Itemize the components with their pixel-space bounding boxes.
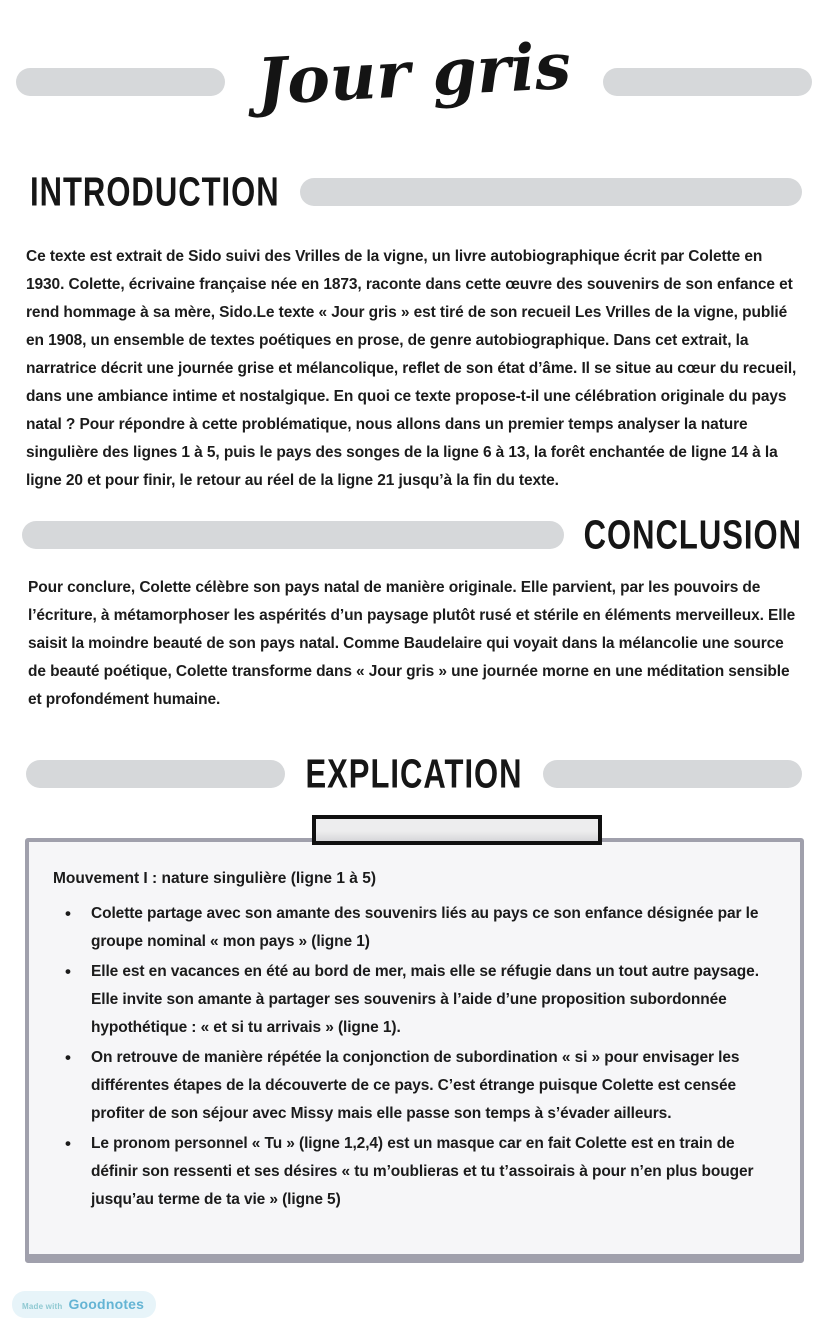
explication-box [25, 838, 804, 1263]
conclusion-paragraph: Pour conclure, Colette célèbre son pays natal de manière originale. Elle parvient, par les pouvoirs de l’écriture, à métamorphoser les aspérités d’un paysage plutôt rusé et stérile en éléments merveilleux. Elle saisit la moindre beauté de son pays natal. Comme Baudelaire qui voyait dans la mélancolie une source de beauté poétique, Colette transforme dans « Jour gris » une journée morne en une méditation sensible et profondément humaine. [28, 579, 796, 708]
bullet-item: • On retrouve de manière répétée la conjonction de subordination « si » pour envisager les différentes étapes de la découverte de ce pays. C’est étrange puisque Colette est censée profiter de son séjour avec Missy mais elle passe son temps à s’évader ailleurs. [63, 1044, 774, 1128]
goodnotes-badge[interactable] [12, 1291, 156, 1318]
introduction-heading: INTRODUCTION [30, 168, 280, 215]
bullet-item: • Colette partage avec son amante des souvenirs liés au pays ce son enfance désignée par le groupe nominal « mon pays » (ligne 1) [63, 900, 774, 956]
introduction-decorative-bar [300, 178, 802, 206]
title-decorative-bar-left [16, 68, 225, 96]
explication-decorative-bar-left [26, 760, 285, 788]
title-decorative-bar-right [603, 68, 812, 96]
title-row [0, 28, 828, 130]
movement-title: Mouvement I : nature singulière (ligne 1 à 5) [53, 870, 376, 887]
goodnotes-brand-label: Goodnotes [68, 1296, 145, 1312]
page-title: Jour gris [254, 28, 573, 121]
conclusion-heading: CONCLUSION [583, 511, 802, 558]
introduction-paragraph: Ce texte est extrait de Sido suivi des Vrilles de la vigne, un livre autobiographique écrit par Colette en 1930. Colette, écrivaine française née en 1873, raconte dans cette œuvre des souvenirs de son enfance et rend hommage à sa mère, Sido.Le texte « Jour gris » est tiré de son recueil Les Vrilles de la vigne, publié en 1908, un ensemble de textes poétiques en prose, de genre autobiographique. Dans cet extrait, la narratrice décrit une journée grise et mélancolique, reflet de son état d’âme. Il se situe au cœur du recueil, dans une ambiance intime et nostalgique. En quoi ce texte propose-t-il une célébration originale du pays natal ? Pour répondre à cette problématique, nous allons dans un premier temps analyser la nature singulière des lignes 1 à 5, puis le pays des songes de la ligne 6 à 13, la forêt enchantée de ligne 14 à la ligne 20 et pour finir, le retour au réel de la ligne 21 jusqu’à la fin du texte. [26, 248, 797, 489]
explication-heading-row [26, 750, 802, 797]
explication-box-tab [312, 815, 602, 845]
explication-heading: EXPLICATION [305, 750, 523, 797]
introduction-heading-row [30, 168, 802, 215]
bullet-item: • Elle est en vacances en été au bord de mer, mais elle se réfugie dans un tout autre paysage. Elle invite son amante à partager ses souvenirs à l’aide d’une proposition subordonnée hypothétique : « et si tu arrivais » (ligne 1). [63, 958, 774, 1042]
bullet-item: • Le pronom personnel « Tu » (ligne 1,2,4) est un masque car en fait Colette est en train de définir son ressenti et ses désires « tu m’oublieras et tu t’assoirais à pour n’en plus bouger jusqu’au terme de ta vie » (ligne 5) [63, 1130, 774, 1214]
conclusion-heading-row [22, 511, 802, 558]
explication-bullet-list [49, 900, 780, 1214]
conclusion-decorative-bar [22, 521, 564, 549]
explication-decorative-bar-right [543, 760, 802, 788]
made-with-label: Made with [22, 1302, 63, 1311]
